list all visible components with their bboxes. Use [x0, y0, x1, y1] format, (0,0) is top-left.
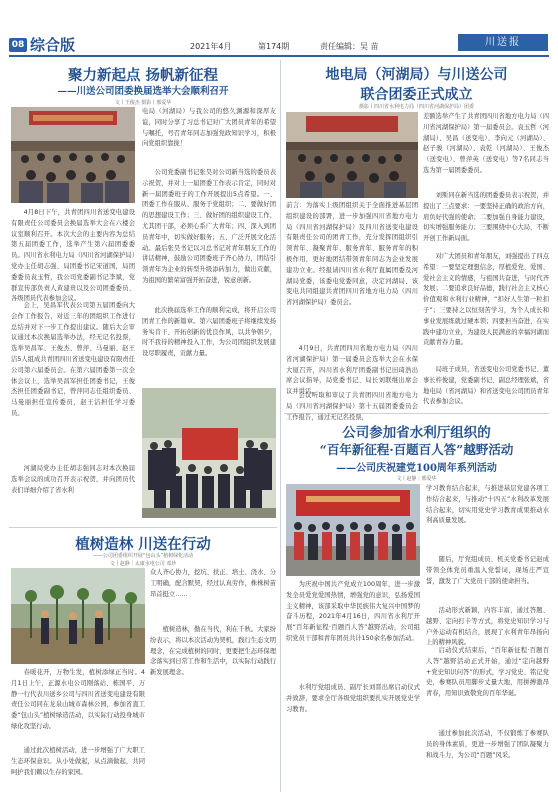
- article-3-para-2: 众人齐心协力，挖坑、扶正、培土、浇水、分工明确，配合默契，经过认真劳作，株株树苗昂首挺立……: [150, 569, 276, 598]
- column-divider: [280, 60, 281, 792]
- article-1-subtitle: ——川送公司团委换届选举大会顺利召开: [57, 86, 229, 97]
- tree-planting-photo: [11, 568, 145, 664]
- article-2-para-2: 4月9日，共青团四川省地方电力局（四川省河湖保护局）第一届委员会选举大会在水保大厦召开，四川省水利厅团委副书记田琦浩出席会议指导，局党委书记、局长刘联继出席会议并讲话。: [286, 345, 418, 396]
- issue-date: 2021年4月: [190, 42, 232, 51]
- section-title: 综合版: [30, 36, 76, 54]
- article-4-byline: 文丨赵静｜邢爱华: [396, 476, 437, 482]
- article-1-para-2: 会上，吴昌军代表公司第五届团委向大会作工作报告，对近三年的团组织工作进行总结并对下一步工作提出建议。随后大会审议通过本次换届选举办法，经无记名投票，选举吴昌军、王俊杰、曾萍、马曼丽、赵王洁5人组成共青团四川省送变电建设有限责任公司第六届委员会。在第六届团委第一次全体会议上，选举吴昌军担任团委书记，王俊杰担任团委副书记，曾萍同志任组织委员、马曼丽担任宣传委员，赵王洁担任学习委员。: [11, 302, 135, 417]
- group-photo: [142, 388, 276, 518]
- article-2-para-6: 对广大团员和青年朋友，刘强提出了四点希望：一要坚定理想信念，厚植爱党、爱国、爱社会主义的情感，与祖国共奋进，与时代齐发展；二要追求良好品德，践行社会主义核心价值观和水利行业精神，“扣好人生第一粒扣子”；三要持之以恒刻苦学习，为个人成长和事业发展练就过硬本领；四要担当奋进，在实践中建功立业，为建设人民满意的幸福河湖而贡献青春力量。: [423, 253, 549, 347]
- article-4-para-1: 为庆祝中国共产党成立100周年，进一步激发全员爱党爱国热情，增强党的意识，弘扬爱国主义精神，该部采取中华民族伟大复兴中国梦的奋斗历程，2021年4月16日，四川省水利厅开展“百年新征程·百题百人答”越野活动，公司组织党员干部和青年团员共计150余名参加活动。: [286, 581, 420, 642]
- article-2-para-5: 刘斯同在新当选的团委委员表示祝贺，并提出了三点要求：一要坚持正确的政治方向，肩负好代强的使命；二要加强自身能力建设，切实增强服务能力；三要围绕中心大局，不断开创工作新局面。: [423, 192, 549, 243]
- article-3-byline: ——公司团委组织开展“包山头”植树绿化活动: [92, 553, 194, 559]
- newspaper-logo: 川送报: [458, 34, 548, 51]
- article-4-title-line-1: 公司参加省水利厅组织的: [342, 425, 491, 441]
- article-1-para-4: 电局（河湖局）与我公司的悠久渊源和深厚友谊，同时分享了习总书记对广大团员青年的希望与嘱托，号召青年同志加强党政知识学习，积极向党组织靠拢！: [142, 108, 276, 148]
- page-number: 08: [9, 38, 27, 52]
- article-1-para-3: 河湖局党办主任胡志强同志对本次换届选举会议的成功召开表示祝贺，并向团员代表们详细介绍了省水利: [11, 465, 135, 494]
- article-4-subtitle: ——公司庆祝建党100周年系列活动: [336, 463, 497, 474]
- article-4-para-7: 通过参加此次活动，不仅锻炼了参赛队员的身体素质，更进一步增强了团队凝聚力和战斗力，为公司“百题”风采。: [426, 730, 549, 759]
- editor-credit: 责任编辑：吴 苗: [320, 42, 379, 51]
- header-rule: [9, 55, 549, 57]
- article-4-para-6: 启动仪式结束后，“百年新征程·百题百人答”越野活动正式开始，通过“定向越野+党史知识问答”的形式，学习党史、铭记党史，参赛队员用脚步丈量大地，用拼搏激昂青春，用知识致敬党的百年华诞。: [426, 647, 549, 698]
- article-2-para-4: 差额选举产生了共青团四川省地方电力局（四川省河湖保护局）第一届委员会。袁玉哲（河湖局）、吴昌（送变电）、李向元（河湖局）、赵子骏（河湖局）、袁乾（河湖局）、王俊杰（送变电）、曾萍英（送变电）等7名同志当选为第一届团委委员。: [423, 113, 549, 174]
- article-2-para-3: 会议听取和审议了共青团四川省地方电力局（四川省河湖保护局）第十五届团委委员会工作报告，通过无记名投票，: [286, 392, 418, 421]
- page-header: [0, 0, 558, 58]
- article-1-para-5: 公司党委副书记张昊对公司新当选的委员表示祝贺，并对上一届团委工作表示肯定，同时对新一届团委班子的工作开展提出5点希望。一、团委工作在服从、服务于党组织；二、要做好团的思想建设工作；三、做好团的组织建设工作，尤其团干部，必须心系广大青年；四、深入到团员青年中，切实做好服务；五、广泛开展文化活动。最后张昊书记以习总书记对青年朋友工作的讲话精神，鼓励公司团委班子齐心协力，团结引领青年为企业的转型升级添砖加力，做出贡献，为祖国的繁荣富强开拓奋进，锐意创新。: [142, 169, 276, 284]
- article-4-para-5: 活动形式新颖，内容丰富，通过答题、越野、定向打卡等方式，将党史知识学习与户外运动有机结合，展现了水利青年昂扬向上的精神风貌。: [426, 607, 549, 647]
- article-1-byline: 文丨王俊杰 摄影丨邢爱华: [114, 100, 172, 106]
- section-divider-left: [9, 527, 277, 528]
- article-4-para-4: 随后，厅党组成员、机关党委书记赵成带领全体党员重温入党誓词，现场庄严宣誓，激发了广大党员干部的使命担当。: [426, 556, 549, 585]
- meeting-hall-photo: [286, 112, 418, 198]
- article-3-title: 植树造林 川送在行动: [75, 536, 211, 553]
- article-3-para-3: 通过此次植树活动，进一步增强了广大职工生态环保意识。从小处做起，从点滴做起，共同呵护我们赖以生存的家园。: [11, 747, 145, 776]
- article-1-title: 聚力新起点 扬帆新征程: [67, 67, 219, 84]
- article-1-para-1: 4月8日下午，共青团四川省送变电建设有限责任公司委员会换届选举大会在六楼会议室顺利召开。本次大会的主要内容为总结第五届团委工作，选举产生第六届团委委员。四川省水利电力局（四川省河湖保护局）党办主任胡志强、局团委书记宋道国，局团委委员袁玉哲，我公司党委副书记李斌，党群宣传部负责人黄建贵以及公司团委委员、各级团员代表参加会议。: [11, 209, 135, 303]
- issue-number: 第174期: [258, 42, 290, 51]
- article-2-byline: 摄影丨四川省水利电力局（四川省河湖保护局）团委: [358, 104, 474, 110]
- article-4-para-2: 水利厅党组成员、副厅长刘晋出席启动仪式并致辞，要求全厅各级党组织要扎实开展党史学习教育。: [286, 684, 420, 713]
- article-2-para-1: 前言：为落实上级团组织关于全面推进基层团组织建设的部署，进一步加强四川省地方电力局（四川省河湖保护局）及四川省送变电建设有限责任公司的团青工作，充分发挥团组织引领青年、凝聚青年、服务青年、服务青年的积极作用，更好地团结带领青年同志为企业发展建功立业。经报请四川省水利厅直属团委及河湖局党委，该委电党委同意，决定河湖局、该变电共同组建共青团四川省地方电力局（四川省河湖保护局）委员会。: [286, 202, 418, 307]
- article-4-title-line-2: “百年新征程·百题百人答”越野活动: [319, 442, 514, 457]
- article-2-title-line-2: 联合团委正式成立: [360, 87, 473, 103]
- meeting-photo: [11, 107, 135, 203]
- article-1-para-6: 此次换届选举工作的顺利完成，将开启公司团青工作的新篇章。第六届团委班子将继续发扬务实肯干、开拓创新的优良作风，以共争朝夕，时不我待的精神投入工作，为公司团组织发展建设尽职履责，贡献力量。: [142, 307, 276, 358]
- article-2-title-line-1: 地电局（河湖局）与川送公司: [325, 67, 508, 83]
- article-3-para-4: 植树造林，勤在当代，利在千秋。大家纷纷表示，将以本次活动为契机，践行生态文明理念，在完成植树的同时，更要把生态环保理念落实到日常工作和生活中，以实际行动践行新发展理念。: [150, 626, 276, 677]
- article-3-para-1: 春暖花开，万物生发，植树添绿正当时。4月1日上午，正源水电公司刚落站、栋国平、万静一行代表川送乡公司与四川省送变电建设有限责任公司同在龙泉山城市森林公园，参加省直工委“包山头”植树绿造活动，以实际行动投身城市绿化攻坚行动。: [11, 669, 145, 730]
- article-3-byline-2: 文丨赵静｜太康水电公司 邓珍: [109, 561, 177, 567]
- rally-photo: [286, 484, 420, 576]
- article-4-para-3: 学习教育结合起来，与推进基层党建各项工作结合起来，与推动“十四五”水利改革发展结合起来，切实用党史学习教育成果推动水利高质量发展。: [426, 485, 549, 525]
- article-2-para-7: 局班子成员，省送变电公司党委书记、董事长杵俊建，党委副书记、副总经理张斌，省地电局（省河湖局）和省送变电公司团员青年代表参加会议。: [423, 366, 549, 406]
